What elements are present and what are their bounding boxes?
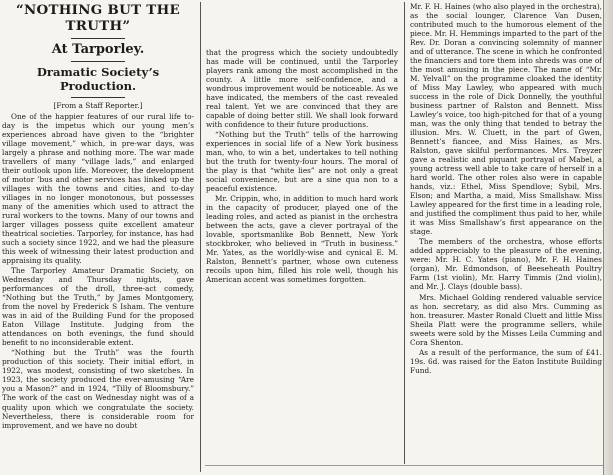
paragraph: that the progress which the society undoubtedly has made will be continued, until the Tarporley players rank among the most accomplished in the county. A little more self-confidence, and a wondrous improvement would be noticeable. As we have indicated, the members of the cast revealed real talent. Yet we are convinced that they are capable of doing better still. We shall look forward with confidence to their future productions. bbox=[206, 48, 398, 130]
column-2 bbox=[206, 48, 398, 358]
clipping-edge bbox=[205, 465, 610, 466]
headline-title-line1: “NOTHING BUT THE bbox=[15, 2, 181, 18]
paragraph: Mr. F. H. Haines (who also played in the orchestra), as the social lounger, Clarence Van Dusen, contributed much to the humorous element of the piece. Mr. H. Hemmings imparted to the part of the Rev. Dr. Doran a convincing solemnity of manner and of utterance. The scene in which he confronted the financiers and tore them into shreds was one of the most amusing in the piece. The name of “Mr. M. Yelvall” on the programme cloaked the identity of Miss May Lawley, who appeared with much success in the role of Dick Donnelly, the youthful business partner of Ralston and Bennett. Miss Lawley’s voice, too high-pitched for that of a young man, was the only thing that tended to betray the illusion. Mrs. W. Cluett, in the part of Gwen, Bennett’s fiancee, and Miss Haines, as Mrs. Ralston, gave skilful performances. Mrs. Treyzer gave a realistic and piquant portrayal of Mabel, a young actress well able to take care of herself in a hard world. The other roles also were in capable hands, viz.: Ethel, Miss Spendlove; Sybil, Mrs. Elson; and Martha, a maid, Miss Smallshaw. Miss Lawley appeared for the first time in a leading role, and justified the compliment thus paid to her, while it was Miss Smallshaw’s first appearance on the stage. bbox=[410, 2, 602, 237]
headline-subhead: Dramatic Society’s Production. bbox=[36, 65, 160, 93]
paragraph: As a result of the performance, the sum of £41. 19s. 6d. was raised for the Eaton Institute Building Fund. bbox=[410, 347, 602, 375]
paragraph: The Tarporley Amateur Dramatic Society, on Wednesday and Thursday nights, gave performances of the droll, three-act comedy, “Nothing but the Truth,” by James Montgomery, from the novel by Frederick S Isham. The venture was in aid of the Building Fund for the proposed Eaton Village Institute. Judging from the attendances on both evenings, the fund should benefit to no inconsiderable extent. bbox=[2, 266, 194, 348]
column-rule bbox=[404, 2, 405, 464]
headline-title-line2: TRUTH” bbox=[65, 18, 131, 34]
paragraph: “Nothing but the Truth” was the fourth production of this society. Their initial effort, in 1922, was modest, consisting of two sketches. In 1923, the society produced the ever-amusing “Are you a Mason?” and in 1924, “Tilly of Bloomsbury.” The work of the cast on Wednesday night was of a quality upon which we congratulate the society. Nevertheless, there is considerable room for improvement, and we have no doubt bbox=[2, 348, 194, 430]
paragraph: Mr. Crippin, who, in addition to much hard work in the capacity of producer, played one of the leading roles, and acted as pianist in the orchestra between the acts, gave a clever portrayal of the lovable, sportsmanlike Bob Bennett, New York stockbroker, who believed in “Truth in business.” Mr. Yates, as the worldly-wise and cynical E. M. Ralston, Bennett’s partner, whose own cuteness recoils upon him, filled his role well, though his American accent was sometimes forgotten. bbox=[206, 194, 398, 285]
column-1 bbox=[2, 2, 194, 472]
column-rule bbox=[200, 2, 201, 472]
paragraph: “Nothing but the Truth” tells of the harrowing experiences in social life of a New York business man, who, to win a bet, undertakes to tell nothing but the truth for twenty-four hours. The moral of the play is that “white lies” are not only a great social convenience, but are a sine qua non to a peaceful existence. bbox=[206, 130, 398, 194]
paragraph: One of the happier features of our rural life to-day is the impetus which our young men’s experiences abroad have given to the “brighter village movement,” which, in pre-war days, was largely a phrase and nothing more. The war made travellers of many “village lads,” and enlarged their outlook upon life. Moreover, the development of motor ’bus and other services has linked up the villages with the towns and cities, and to-day villages in no longer monotonous, but possesses many of the amenities which used to attract the rural workers to the towns. Many of our towns and larger villages possess quite excellent amateur theatrical societies. Tarporley, for instance, has had such a society since 1922, and we had the pleasure this week of witnessing their latest production and appraising its quality. bbox=[2, 112, 194, 266]
headline-separator bbox=[71, 38, 125, 39]
paragraph: Mrs. Michael Golding rendered valuable service as hon. secretary, as did also Mrs. Cumming as hon. treasurer. Master Ronald Cluett and little Miss Sheila Platt were the programme sellers, while sweets were sold by the Misses Leila Cumming and Cora Shenton. bbox=[410, 292, 602, 347]
byline: [From a Staff Reporter.] bbox=[53, 101, 143, 110]
column-3 bbox=[410, 2, 602, 464]
headline-location: At Tarporley. bbox=[51, 42, 145, 57]
paragraph: The members of the orchestra, whose efforts added appreciably to the pleasure of the evening, were: Mr. H. C. Yates (piano), Mr. F. H. Haines (organ), Mr. Edmondson, of Beeseheath Poultry Farm (1st violin), Mr. Harry Timmis (2nd violin), and Mr. J. Clays (double bass). bbox=[410, 237, 602, 292]
clipping-edge bbox=[603, 0, 613, 475]
headline-separator bbox=[71, 61, 125, 62]
headline-separator bbox=[71, 97, 125, 98]
